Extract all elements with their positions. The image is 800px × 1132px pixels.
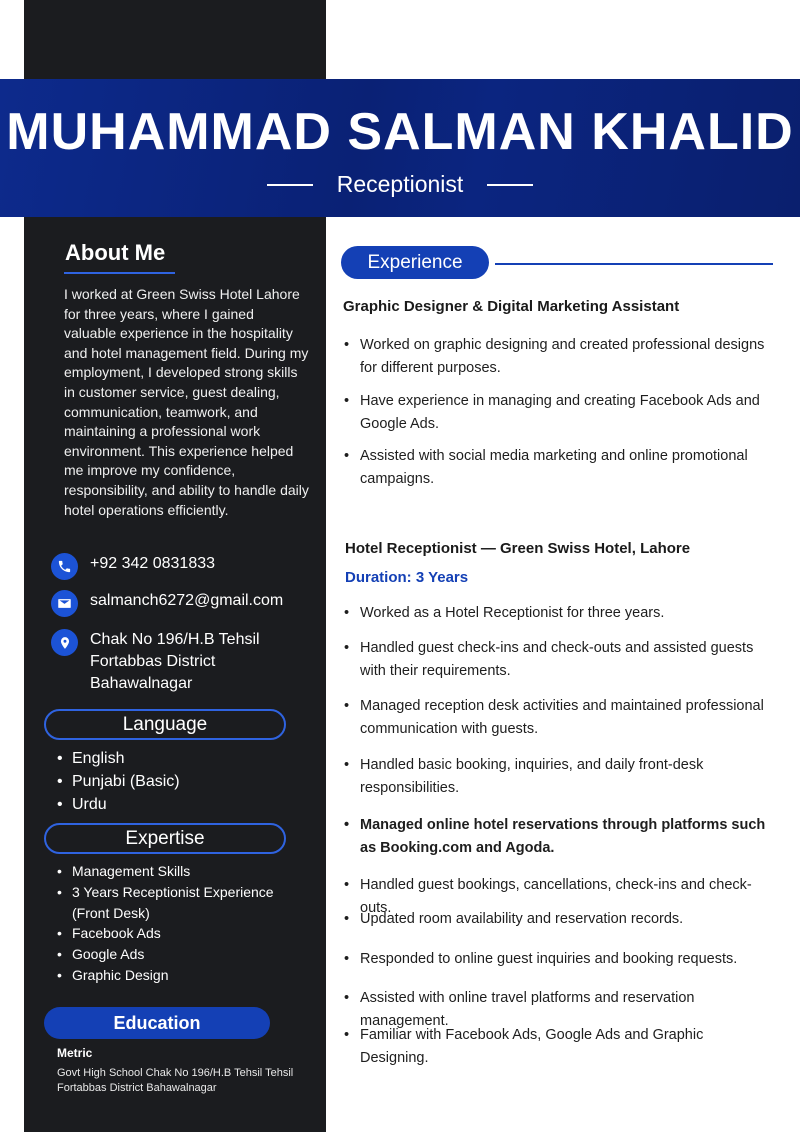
divider-right xyxy=(487,184,533,186)
job-point: • Assisted with social media marketing and online promotional campaigns. xyxy=(344,445,774,490)
role-row xyxy=(0,171,800,198)
envelope-icon xyxy=(51,590,78,617)
education-heading: Education xyxy=(44,1007,270,1039)
expertise-heading: Expertise xyxy=(44,823,286,854)
expertise-item: • 3 Years Receptionist Experience (Front Desk) xyxy=(56,882,296,924)
job-point: • Updated room availability and reservation records. xyxy=(344,908,774,931)
expertise-item: • Google Ads xyxy=(56,944,296,965)
job-point: • Handled basic booking, inquiries, and daily front-desk responsibilities. xyxy=(344,754,774,799)
language-list xyxy=(56,747,180,816)
education-level: Metric xyxy=(57,1046,93,1060)
experience-divider xyxy=(495,263,773,265)
email-address: salmanch6272@gmail.com xyxy=(90,592,284,609)
phone-number: +92 342 0831833 xyxy=(90,555,216,572)
job-point: • Have experience in managing and creating Facebook Ads and Google Ads. xyxy=(344,390,774,435)
job-role: Receptionist xyxy=(336,171,464,197)
contact-phone xyxy=(51,553,215,580)
divider-left xyxy=(267,184,313,186)
job-point: • Worked on graphic designing and created professional designs for different purposes. xyxy=(344,334,774,379)
contact-address xyxy=(51,629,281,695)
job-title-designer: Graphic Designer & Digital Marketing Assistant xyxy=(343,298,680,315)
expertise-item: • Management Skills xyxy=(56,861,296,882)
language-item: • Urdu xyxy=(56,793,180,816)
expertise-list xyxy=(56,861,296,986)
job-point: • Managed online hotel reservations through platforms such as Booking.com and Agoda. xyxy=(344,814,774,859)
phone-icon xyxy=(51,553,78,580)
candidate-name: MUHAMMAD SALMAN KHALID xyxy=(6,103,794,161)
about-underline xyxy=(64,272,175,274)
job-title-receptionist: Hotel Receptionist — Green Swiss Hotel, Lahore xyxy=(345,540,691,557)
language-heading: Language xyxy=(44,709,286,740)
map-pin-icon xyxy=(51,629,78,656)
job-point: • Assisted with online travel platforms and reservation management. xyxy=(344,987,774,1032)
job-point: • Familiar with Facebook Ads, Google Ads and Graphic Designing. xyxy=(344,1024,774,1069)
job-point: • Responded to online guest inquiries and booking requests. xyxy=(344,948,774,971)
expertise-item: • Facebook Ads xyxy=(56,923,296,944)
experience-heading: Experience xyxy=(341,246,489,279)
job-point: • Worked as a Hotel Receptionist for three years. xyxy=(344,602,774,625)
job-point: • Handled guest bookings, cancellations, check-ins and check-outs. xyxy=(344,874,774,919)
expertise-item: • Graphic Design xyxy=(56,965,296,986)
language-item: • Punjabi (Basic) xyxy=(56,770,180,793)
address-text: Chak No 196/H.B Tehsil Fortabbas District Bahawalnagar xyxy=(90,631,260,692)
contact-email xyxy=(51,590,283,617)
about-text: I worked at Green Swiss Hotel Lahore for three years, where I gained valuable experience in the hospitality and hotel management field. During my employment, I developed strong skills in customer service, guest dealing, communication, teamwork, and maintaining a professional work environment. This experience helped me improve my confidence, responsibility, and ability to handle daily hotel operations efficiently. xyxy=(64,286,309,518)
job-point: • Managed reception desk activities and maintained professional communication with guests. xyxy=(344,695,774,740)
language-item: • English xyxy=(56,747,180,770)
about-title: About Me xyxy=(65,240,166,265)
header-banner xyxy=(0,79,800,217)
job-duration: Duration: 3 Years xyxy=(345,569,469,586)
education-school: Govt High School Chak No 196/H.B Tehsil Tehsil Fortabbas District Bahawalnagar xyxy=(57,1067,294,1094)
job-point: • Handled guest check-ins and check-outs and assisted guests with their requirements. xyxy=(344,637,774,682)
